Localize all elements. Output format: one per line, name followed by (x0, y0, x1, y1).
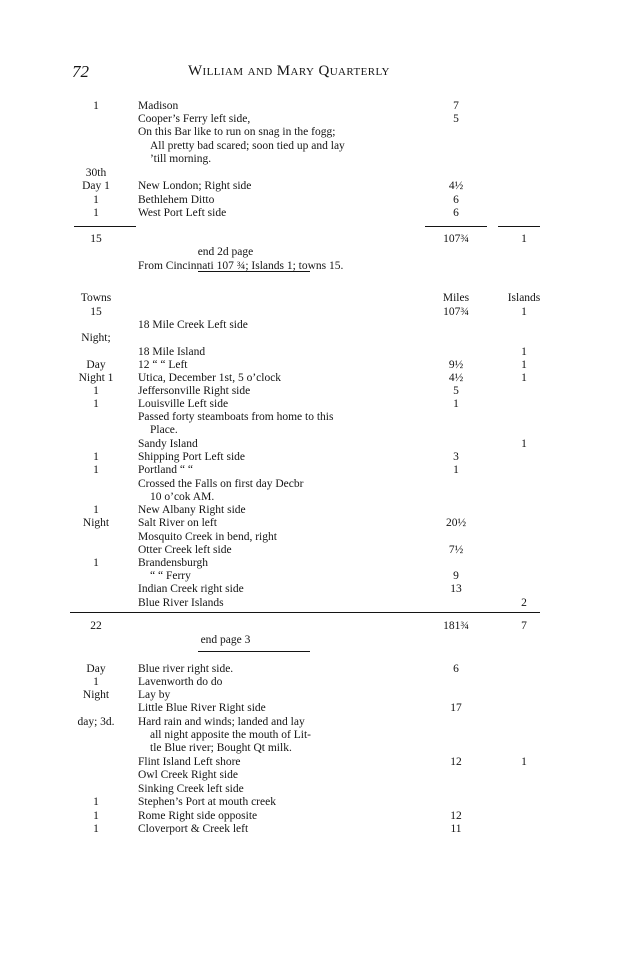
table-row (0, 451, 625, 464)
entry-text: Lay by (138, 689, 171, 701)
entry-text: Sinking Creek left side (138, 783, 244, 795)
miles-value: 1 (453, 464, 459, 476)
table-row (0, 167, 625, 180)
table-row (0, 464, 625, 477)
entry-text: Crossed the Falls on first day Decbr (138, 478, 304, 490)
table-row (0, 100, 625, 113)
entry-text: Mosquito Creek in bend, right (138, 531, 277, 543)
left-column-entry: 30th (85, 167, 107, 179)
miles-value: 107¾ (443, 233, 469, 245)
miles-value: 1 (453, 398, 459, 410)
entry-text: Blue river right side. (138, 663, 234, 675)
section-rule (70, 612, 540, 613)
table-row (0, 716, 625, 729)
table-row (0, 544, 625, 557)
table-row (0, 292, 625, 305)
miles-value: 4½ (448, 180, 464, 192)
table-row (0, 783, 625, 796)
left-column-entry: 1 (93, 100, 99, 112)
table-row (0, 729, 625, 742)
table-row (0, 620, 625, 633)
left-column-entry: 1 (93, 451, 99, 463)
miles-value: Miles (442, 292, 470, 304)
table-row (0, 823, 625, 836)
islands-value: 1 (521, 372, 527, 384)
table-row (0, 306, 625, 319)
entry-text: tle Blue river; Bought Qt milk. (150, 742, 292, 754)
entry-text: New Albany Right side (138, 504, 246, 516)
table-row (0, 517, 625, 530)
left-column-entry: 1 (93, 194, 99, 206)
table-row (0, 140, 625, 153)
entry-text: end 2d page (197, 246, 254, 258)
end-page-rule (198, 651, 310, 652)
entry-text: 10 o’cok AM. (150, 491, 215, 503)
entry-text: all night apposite the mouth of Lit- (150, 729, 311, 741)
islands-value: 7 (521, 620, 527, 632)
entry-text: West Port Left side (138, 207, 227, 219)
table-row (0, 769, 625, 782)
left-column-entry: 1 (93, 810, 99, 822)
entry-text: Shipping Port Left side (138, 451, 246, 463)
table-row (0, 372, 625, 385)
table-row (0, 676, 625, 689)
page-number: 72 (72, 62, 89, 81)
entry-text: Madison (138, 100, 179, 112)
miles-value: 181¾ (443, 620, 469, 632)
islands-value: 1 (521, 438, 527, 450)
table-row (0, 557, 625, 570)
entry-text: Portland “ “ (138, 464, 193, 476)
entry-text: Passed forty steamboats from home to this (138, 411, 334, 423)
left-column-entry: Night (82, 517, 110, 529)
miles-value: 20½ (445, 517, 467, 529)
table-row (0, 260, 625, 273)
table-row (0, 756, 625, 769)
left-column-entry: Night; (81, 332, 111, 344)
entry-text: Utica, December 1st, 5 o’clock (138, 372, 282, 384)
table-row (0, 207, 625, 220)
table-row (0, 597, 625, 610)
left-column-entry: 1 (93, 464, 99, 476)
left-column-entry: 1 (93, 557, 99, 569)
miles-value: 9 (453, 570, 459, 582)
entry-text: ’till morning. (150, 153, 212, 165)
table-row (0, 491, 625, 504)
table-row (0, 810, 625, 823)
journal-title: William and Mary Quarterly (188, 63, 390, 79)
table-row (0, 411, 625, 424)
table-row (0, 332, 625, 345)
islands-value: 1 (521, 233, 527, 245)
left-column-entry: Day 1 (82, 180, 110, 192)
table-row (0, 126, 625, 139)
table-row (0, 570, 625, 583)
left-column-entry: 15 (90, 233, 102, 245)
entry-text: Flint Island Left shore (138, 756, 241, 768)
entry-text: Lavenworth do do (138, 676, 223, 688)
entry-text: Louisville Left side (138, 398, 229, 410)
left-column-entry: Day (86, 663, 106, 675)
miles-value: 6 (453, 663, 459, 675)
miles-value: 5 (453, 385, 459, 397)
miles-value: 6 (453, 207, 459, 219)
table-row (0, 385, 625, 398)
entry-text: Indian Creek right side (138, 583, 244, 595)
table-row (0, 663, 625, 676)
table-row (0, 796, 625, 809)
islands-value: Islands (507, 292, 541, 304)
islands-value: 1 (521, 306, 527, 318)
entry-text: New London; Right side (138, 180, 252, 192)
table-row (0, 246, 625, 259)
left-column-entry: 1 (93, 796, 99, 808)
miles-rule (425, 226, 487, 227)
table-row (0, 398, 625, 411)
entry-text: “ “ Ferry (150, 570, 191, 582)
miles-value: 7 (453, 100, 459, 112)
entry-text: From Cincinnati 107 ¾; Islands 1; towns 15. (138, 260, 344, 272)
table-row (0, 689, 625, 702)
table-row (0, 113, 625, 126)
table-row (0, 180, 625, 193)
miles-value: 9½ (448, 359, 464, 371)
running-header (0, 62, 625, 84)
miles-value: 6 (453, 194, 459, 206)
entry-text: 18 Mile Island (138, 346, 206, 358)
entry-text: Otter Creek left side (138, 544, 232, 556)
entry-text: Place. (150, 424, 178, 436)
table-row (0, 531, 625, 544)
table-row (0, 424, 625, 437)
table-row (0, 478, 625, 491)
entry-text: Sandy Island (138, 438, 198, 450)
miles-value: 13 (450, 583, 462, 595)
miles-value: 4½ (448, 372, 464, 384)
left-column-entry: 1 (93, 385, 99, 397)
miles-value: 7½ (448, 544, 464, 556)
entry-text: Jeffersonville Right side (138, 385, 251, 397)
table-row (0, 319, 625, 332)
entry-text: Bethlehem Ditto (138, 194, 215, 206)
miles-value: 17 (450, 702, 462, 714)
table-row (0, 233, 625, 246)
table-row (0, 702, 625, 715)
left-column-rule (74, 226, 136, 227)
islands-rule (498, 226, 540, 227)
left-column-entry: 1 (93, 504, 99, 516)
table-row (0, 153, 625, 166)
miles-value: 5 (453, 113, 459, 125)
miles-value: 12 (450, 810, 462, 822)
left-column-entry: day; 3d. (77, 716, 115, 728)
entry-text: 12 “ “ Left (138, 359, 188, 371)
entry-text: Stephen’s Port at mouth creek (138, 796, 276, 808)
entry-text: Brandensburgh (138, 557, 209, 569)
table-row (0, 742, 625, 755)
islands-value: 1 (521, 756, 527, 768)
entry-text: Blue River Islands (138, 597, 224, 609)
end-page-rule (198, 271, 310, 272)
table-row (0, 194, 625, 207)
left-column-entry: 1 (93, 398, 99, 410)
left-column-entry: Day (86, 359, 106, 371)
left-column-entry: Night (82, 689, 110, 701)
entry-text: 18 Mile Creek Left side (138, 319, 248, 331)
table-row (0, 438, 625, 451)
entry-text: Little Blue River Right side (138, 702, 266, 714)
islands-value: 1 (521, 359, 527, 371)
entry-text: Rome Right side opposite (138, 810, 258, 822)
miles-value: 107¾ (443, 306, 469, 318)
entry-text: On this Bar like to run on snag in the fogg; (138, 126, 336, 138)
entry-text: Cloverport & Creek left (138, 823, 249, 835)
entry-text: All pretty bad scared; soon tied up and lay (150, 140, 345, 152)
left-column-entry: 1 (93, 207, 99, 219)
entry-text: Owl Creek Right side (138, 769, 238, 781)
table-row (0, 634, 625, 647)
left-column-entry: 1 (93, 823, 99, 835)
table-row (0, 359, 625, 372)
miles-value: 11 (450, 823, 462, 835)
miles-value: 12 (450, 756, 462, 768)
left-column-entry: Night 1 (78, 372, 114, 384)
left-column-entry: 22 (90, 620, 102, 632)
left-column-entry: 1 (93, 676, 99, 688)
entry-text: Cooper’s Ferry left side, (138, 113, 251, 125)
left-column-entry: Towns (80, 292, 112, 304)
miles-value: 3 (453, 451, 459, 463)
entry-text: Hard rain and winds; landed and lay (138, 716, 305, 728)
islands-value: 2 (521, 597, 527, 609)
table-row (0, 346, 625, 359)
table-row (0, 504, 625, 517)
entry-text: Salt River on left (138, 517, 217, 529)
islands-value: 1 (521, 346, 527, 358)
table-row (0, 583, 625, 596)
left-column-entry: 15 (90, 306, 102, 318)
entry-text: end page 3 (200, 634, 251, 646)
